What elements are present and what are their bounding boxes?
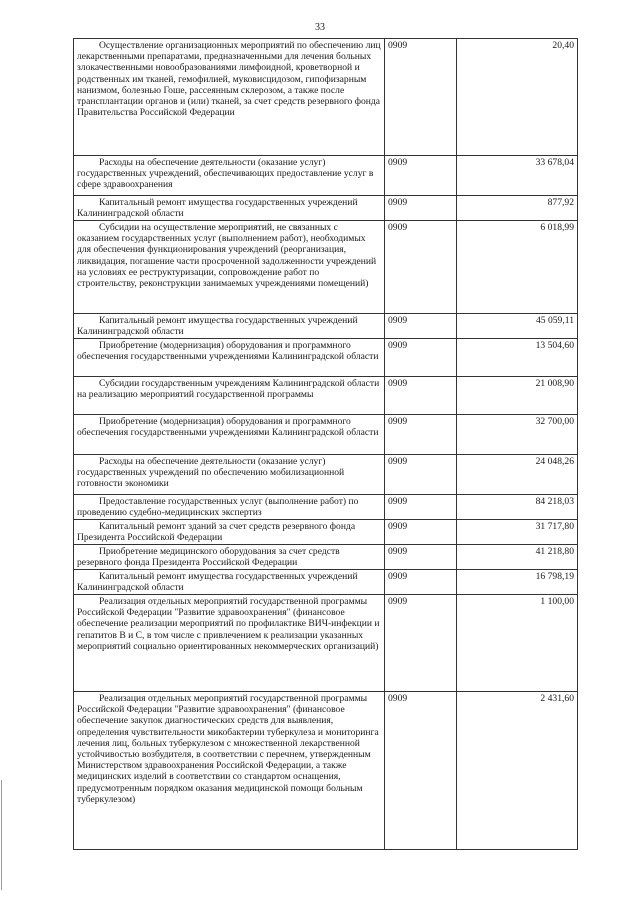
- row-amount: 16 798,19: [457, 570, 578, 595]
- budget-table: [73, 38, 578, 850]
- row-code: 0909: [385, 39, 457, 156]
- row-description: Расходы на обеспечение деятельности (оказание услуг) государственных учреждений по обеспечению мобилизационной готовности экономики: [74, 455, 385, 495]
- row-code: 0909: [385, 196, 457, 221]
- row-description: Субсидии государственным учреждениям Калининградской области на реализацию мероприятий государственной программы: [74, 377, 385, 415]
- row-code: 0909: [385, 692, 457, 850]
- row-amount: 41 218,80: [457, 545, 578, 570]
- row-description: Приобретение медицинского оборудования за счет средств резервного фонда Президента Российской Федерации: [74, 545, 385, 570]
- row-description: Приобретение (модернизация) оборудования и программного обеспечения государственными учреждениями Калининградской области: [74, 415, 385, 455]
- row-description: Приобретение (модернизация) оборудования и программного обеспечения государственными учреждениями Калининградской области: [74, 339, 385, 377]
- table-row: [74, 495, 578, 520]
- row-amount: 45 059,11: [457, 314, 578, 339]
- row-description: Капитальный ремонт имущества государственных учреждений Калининградской области: [74, 570, 385, 595]
- row-code: 0909: [385, 570, 457, 595]
- row-amount: 6 018,99: [457, 221, 578, 314]
- row-description: Расходы на обеспечение деятельности (оказание услуг) государственных учреждений, обеспечивающих предоставление услуг в сфере здравоохранения: [74, 156, 385, 196]
- row-code: 0909: [385, 545, 457, 570]
- row-code: 0909: [385, 221, 457, 314]
- table-row: [74, 692, 578, 850]
- row-code: 0909: [385, 495, 457, 520]
- table-row: [74, 196, 578, 221]
- table-row: [74, 570, 578, 595]
- table-row: [74, 415, 578, 455]
- row-code: 0909: [385, 455, 457, 495]
- row-code: 0909: [385, 377, 457, 415]
- row-amount: 84 218,03: [457, 495, 578, 520]
- table-row: [74, 595, 578, 692]
- row-code: 0909: [385, 314, 457, 339]
- row-code: 0909: [385, 156, 457, 196]
- row-description: Реализация отдельных мероприятий государственной программы Российской Федерации "Развитие здравоохранения" (финансовое обеспечение закупок диагностических средств для выявления, определения чувствительности микобактерии туберкулеза и мониторинга лечения лиц, больных туберкулезом с множественной лекарственной устойчивостью возбудителя, в соответствии с перечнем, утвержденным Министерством здравоохранения Российской Федерации, а также медицинских изделий в соответствии со стандартом оснащения, предусмотренным порядком оказания медицинской помощи больным туберкулезом): [74, 692, 385, 850]
- row-amount: 877,92: [457, 196, 578, 221]
- row-code: 0909: [385, 415, 457, 455]
- row-description: Капитальный ремонт зданий за счет средств резервного фонда Президента Российской Федерации: [74, 520, 385, 545]
- row-description: Предоставление государственных услуг (выполнение работ) по проведению судебно-медицинских экспертиз: [74, 495, 385, 520]
- row-amount: 32 700,00: [457, 415, 578, 455]
- row-amount: 33 678,04: [457, 156, 578, 196]
- row-amount: 21 008,90: [457, 377, 578, 415]
- table-row: [74, 545, 578, 570]
- row-code: 0909: [385, 595, 457, 692]
- scan-edge-mark: [1, 780, 2, 890]
- row-description: Субсидии на осуществление мероприятий, не связанных с оказанием государственных услуг (выполнением работ), необходимых для обеспечения функционирования учреждений (реорганизация, ликвидация, погашение части просроченной задолженности учреждений на условиях ее реструктуризации, сопровождение работ по строительству, реконструкции занимаемых учреждениями помещений): [74, 221, 385, 314]
- table-row: [74, 339, 578, 377]
- table-row: [74, 221, 578, 314]
- row-amount: 1 100,00: [457, 595, 578, 692]
- row-code: 0909: [385, 520, 457, 545]
- row-description: Капитальный ремонт имущества государственных учреждений Калининградской области: [74, 314, 385, 339]
- row-description: Реализация отдельных мероприятий государственной программы Российской Федерации "Развитие здравоохранения" (финансовое обеспечение реализации мероприятий по профилактике ВИЧ-инфекции и гепатитов В и С, в том числе с привлечением к реализации указанных мероприятий социально ориентированных некоммерческих организаций): [74, 595, 385, 692]
- row-amount: 24 048,26: [457, 455, 578, 495]
- row-amount: 20,40: [457, 39, 578, 156]
- table-row: [74, 39, 578, 156]
- table-row: [74, 455, 578, 495]
- table-row: [74, 377, 578, 415]
- table-row: [74, 314, 578, 339]
- row-amount: 2 431,60: [457, 692, 578, 850]
- row-description: Капитальный ремонт имущества государственных учреждений Калининградской области: [74, 196, 385, 221]
- table-row: [74, 156, 578, 196]
- page-number: 33: [315, 22, 325, 33]
- row-description: Осуществление организационных мероприятий по обеспечению лиц лекарственными препаратами, предназначенными для лечения больных злокачественными новообразованиями лимфоидной, кроветворной и родственных им тканей, гемофилией, муковисцидозом, гипофизарным нанизмом, болезнью Гоше, рассеянным склерозом, а также после трансплантации органов и (или) тканей, за счет средств резервного фонда Правительства Российской Федерации: [74, 39, 385, 156]
- row-code: 0909: [385, 339, 457, 377]
- row-amount: 13 504,60: [457, 339, 578, 377]
- table-row: [74, 520, 578, 545]
- row-amount: 31 717,80: [457, 520, 578, 545]
